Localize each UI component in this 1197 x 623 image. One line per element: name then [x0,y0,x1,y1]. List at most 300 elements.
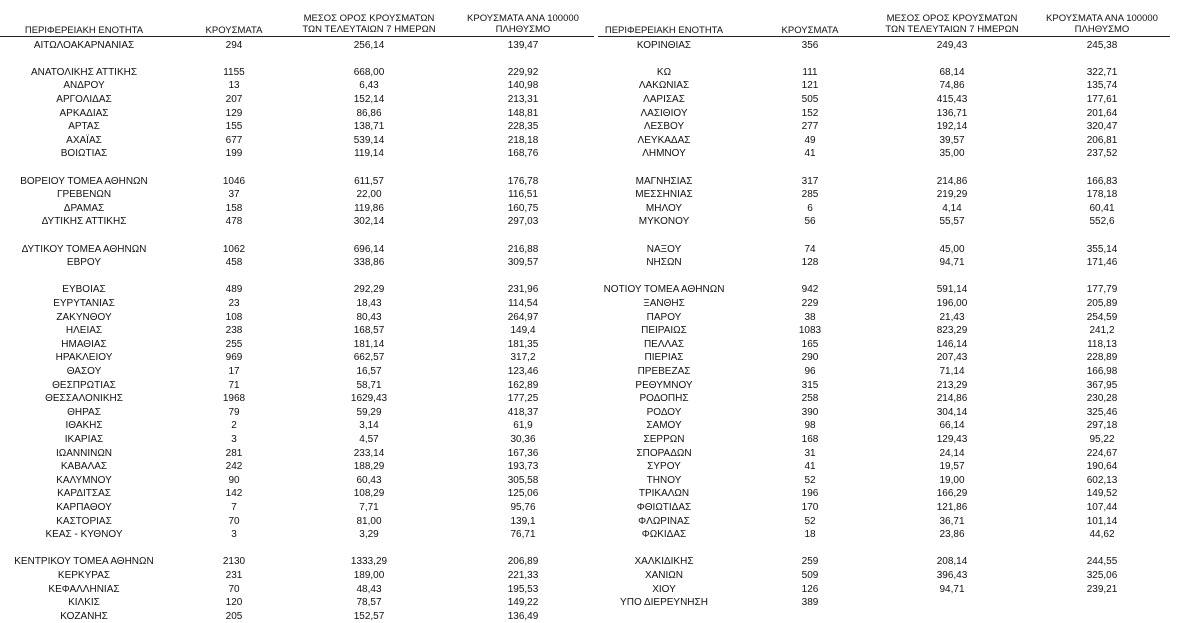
cases-per-100k-cell: 44,62 [1089,529,1115,541]
avg-7-days-cell: 152,57 [353,610,385,622]
table-row [0,433,600,447]
header-cases [190,12,278,36]
header-region-label: ΠΕΡΙΦΕΡΕΙΑΚΗ ΕΝΟΤΗΤΑ [604,25,724,36]
avg-7-days-cell: 71,14 [939,365,965,377]
cases-cell: 37 [228,189,240,201]
cases-cell: 942 [801,284,819,296]
avg-7-days-cell: 192,14 [936,121,968,133]
cases-cell: 259 [801,556,819,568]
avg-7-days-cell: 19,57 [939,461,965,473]
cases-per-100k-cell: 245,38 [1086,39,1118,51]
cases-per-100k-cell: 229,92 [507,66,539,78]
cases-per-100k-cell: 320,47 [1086,121,1118,133]
avg-7-days-cell: 338,86 [353,257,385,269]
avg-7-days-cell: 24,14 [939,447,965,459]
table-row [0,39,600,53]
cases-per-100k-cell: 322,71 [1086,66,1118,78]
region-name-cell: ΔΡΑΜΑΣ [63,202,105,214]
cases-per-100k-cell: 149,4 [510,325,536,337]
avg-7-days-cell: 668,00 [353,66,385,78]
table-row [0,365,600,379]
region-name-cell: ΗΜΑΘΙΑΣ [61,338,107,350]
avg-7-days-cell: 146,14 [936,338,968,350]
table-row [598,596,1197,610]
region-name-cell: ΧΑΝΙΩΝ [644,569,684,581]
cases-cell: 90 [228,474,240,486]
cases-cell: 129 [225,107,243,119]
header-rule-left [0,36,594,37]
avg-7-days-cell: 136,71 [936,107,968,119]
cases-cell: 74 [804,243,816,255]
cases-per-100k-cell: 168,76 [507,148,539,160]
cases-per-100k-cell: 149,22 [507,597,539,609]
table-row [0,596,600,610]
cases-cell: 38 [804,311,816,323]
cases-per-100k-cell: 205,89 [1086,297,1118,309]
table-row [598,379,1197,393]
region-name-cell: ΔΥΤΙΚΟΥ ΤΟΜΕΑ ΑΘΗΝΩΝ [21,243,147,255]
table-row [598,338,1197,352]
header-avg7-line1: ΜΕΣΟΣ ΟΡΟΣ ΚΡΟΥΣΜΑΤΩΝ [303,13,435,24]
cases-per-100k-cell: 231,96 [507,284,539,296]
avg-7-days-cell: 138,71 [353,121,385,133]
table-row [0,243,600,257]
region-name-cell: ΚΟΡΙΝΘΙΑΣ [636,39,692,51]
region-name-cell: ΕΥΡΥΤΑΝΙΑΣ [53,297,115,309]
avg-7-days-cell: 55,57 [939,216,965,228]
table-row [0,134,600,148]
region-name-cell: ΛΑΣΙΘΙΟΥ [640,107,688,119]
cases-per-100k-cell: 230,28 [1086,393,1118,405]
header-per100k [448,12,598,36]
cases-per-100k-cell: 602,13 [1086,474,1118,486]
region-name-cell: ΜΥΚΟΝΟΥ [638,216,690,228]
cases-cell: 126 [801,583,819,595]
cases-per-100k-cell: 254,59 [1086,311,1118,323]
header-avg7-line2: ΤΩΝ ΤΕΛΕΥΤΑΙΩΝ 7 ΗΜΕΡΩΝ [885,24,1019,35]
region-name-cell: ΘΑΣΟΥ [66,365,102,377]
cases-per-100k-cell: 552,6 [1089,216,1115,228]
cases-cell: 231 [225,569,243,581]
header-cases-label: ΚΡΟΥΣΜΑΤΑ [781,25,839,36]
avg-7-days-cell: 256,14 [353,39,385,51]
region-name-cell: ΣΠΟΡΑΔΩΝ [636,447,692,459]
avg-7-days-cell: 36,71 [939,515,965,527]
avg-7-days-cell: 4,14 [942,202,962,214]
region-name-cell: ΑΝΔΡΟΥ [63,80,105,92]
table-row [0,120,600,134]
avg-7-days-cell: 214,86 [936,393,968,405]
table-row [598,134,1197,148]
cases-cell: 290 [801,352,819,364]
header-rule-right [598,36,1170,37]
avg-7-days-cell: 108,29 [353,488,385,500]
table-row [598,406,1197,420]
cases-cell: 229 [801,297,819,309]
avg-7-days-cell: 1333,29 [350,556,388,568]
region-name-cell: ΚΙΛΚΙΣ [68,597,100,609]
cases-per-100k-cell: 228,35 [507,121,539,133]
header-region [598,12,730,36]
region-name-cell: ΦΛΩΡΙΝΑΣ [638,515,690,527]
region-name-cell: ΣΥΡΟΥ [647,461,681,473]
table-row [598,66,1197,80]
cases-per-100k-cell: 160,75 [507,202,539,214]
cases-cell: 1968 [222,393,246,405]
header-region [0,12,168,36]
cases-cell: 294 [225,39,243,51]
cases-per-100k-cell: 264,97 [507,311,539,323]
region-name-cell: ΠΙΕΡΙΑΣ [644,352,684,364]
avg-7-days-cell: 68,14 [939,66,965,78]
cases-per-100k-cell: 177,61 [1086,93,1118,105]
avg-7-days-cell: 396,43 [936,569,968,581]
cases-cell: 142 [225,488,243,500]
table-row [0,379,600,393]
avg-7-days-cell: 539,14 [353,134,385,146]
cases-per-100k-cell: 190,64 [1086,461,1118,473]
region-name-cell: ΖΑΚΥΝΘΟΥ [56,311,112,323]
cases-per-100k-cell: 139,1 [510,515,536,527]
table-row [0,283,600,297]
region-name-cell: ΝΑΞΟΥ [646,243,682,255]
avg-7-days-cell: 207,43 [936,352,968,364]
cases-cell: 52 [804,515,816,527]
table-row [0,338,600,352]
region-name-cell: ΝΗΣΩΝ [646,257,682,269]
region-name-cell: ΣΑΜΟΥ [646,420,682,432]
cases-per-100k-cell: 162,89 [507,379,539,391]
cases-cell: 6 [807,202,813,214]
table-row [598,365,1197,379]
region-name-cell: ΘΗΡΑΣ [67,406,101,418]
region-name-cell: ΗΛΕΙΑΣ [65,325,103,337]
cases-per-100k-cell: 195,53 [507,583,539,595]
avg-7-days-cell: 7,71 [359,501,379,513]
table-row [598,569,1197,583]
region-name-cell: ΧΑΛΚΙΔΙΚΗΣ [634,556,694,568]
table-row [0,419,600,433]
region-name-cell: ΜΗΛΟΥ [645,202,683,214]
cases-cell: 158 [225,202,243,214]
cases-cell: 458 [225,257,243,269]
table-row [598,120,1197,134]
avg-7-days-cell: 152,14 [353,93,385,105]
header-per100k-line1: ΚΡΟΥΣΜΑΤΑ ΑΝΑ 100000 [467,13,579,24]
table-row [598,583,1197,597]
table-row [0,324,600,338]
avg-7-days-cell: 16,57 [356,365,382,377]
region-name-cell: ΘΕΣΠΡΩΤΙΑΣ [52,379,116,391]
region-name-cell: ΑΡΚΑΔΙΑΣ [59,107,109,119]
region-name-cell: ΚΑΡΔΙΤΣΑΣ [57,488,111,500]
table-row [598,487,1197,501]
region-name-cell: ΕΒΡΟΥ [66,257,102,269]
avg-7-days-cell: 208,14 [936,556,968,568]
header-region-label: ΠΕΡΙΦΕΡΕΙΑΚΗ ΕΝΟΤΗΤΑ [24,25,144,36]
cases-cell: 238 [225,325,243,337]
table-row [598,474,1197,488]
region-name-cell: ΤΗΝΟΥ [646,474,682,486]
cases-per-100k-cell: 216,88 [507,243,539,255]
table-row [0,215,600,229]
cases-cell: 315 [801,379,819,391]
region-name-cell: ΛΑΚΩΝΙΑΣ [638,80,690,92]
cases-cell: 2 [231,420,237,432]
avg-7-days-cell: 86,86 [356,107,382,119]
avg-7-days-cell: 121,86 [936,501,968,513]
region-name-cell: ΤΡΙΚΑΛΩΝ [638,488,690,500]
avg-7-days-cell: 823,29 [936,325,968,337]
cases-cell: 1083 [798,325,822,337]
cases-cell: 677 [225,134,243,146]
header-cases-label: ΚΡΟΥΣΜΑΤΑ [205,25,263,36]
avg-7-days-cell: 213,29 [936,379,968,391]
cases-per-100k-cell: 118,13 [1087,338,1117,350]
cases-cell: 120 [225,597,243,609]
cases-cell: 277 [801,121,819,133]
avg-7-days-cell: 181,14 [353,338,385,350]
table-row [598,39,1197,53]
avg-7-days-cell: 189,00 [353,569,385,581]
table-row [0,487,600,501]
region-name-cell: ΞΑΝΘΗΣ [643,297,685,309]
region-name-cell: ΝΟΤΙΟΥ ΤΟΜΕΑ ΑΘΗΝΩΝ [603,284,725,296]
region-name-cell: ΡΟΔΟΥ [646,406,682,418]
table-row [0,555,600,569]
table-row [0,447,600,461]
cases-cell: 2130 [222,556,246,568]
region-name-cell: ΕΥΒΟΙΑΣ [62,284,106,296]
table-row [0,392,600,406]
cases-per-100k-cell: 228,89 [1086,352,1118,364]
avg-7-days-cell: 1629,43 [350,393,388,405]
cases-cell: 170 [801,501,819,513]
avg-7-days-cell: 74,86 [939,80,965,92]
avg-7-days-cell: 94,71 [939,583,965,595]
cases-per-100k-cell: 136,49 [507,610,539,622]
avg-7-days-cell: 19,00 [939,474,965,486]
avg-7-days-cell: 94,71 [939,257,965,269]
cases-cell: 258 [801,393,819,405]
table-row [598,433,1197,447]
cases-per-100k-cell: 418,37 [507,406,539,418]
avg-7-days-cell: 66,14 [939,420,965,432]
cases-cell: 1155 [223,66,245,78]
region-name-cell: ΠΑΡΟΥ [646,311,682,323]
cases-per-100k-cell: 367,95 [1086,379,1118,391]
table-row [0,460,600,474]
table-row [598,555,1197,569]
cases-cell: 389 [801,597,819,609]
cases-cell: 79 [228,406,240,418]
cases-per-100k-cell: 221,33 [507,569,539,581]
table-row [0,93,600,107]
region-name-cell: ΡΟΔΟΠΗΣ [639,393,689,405]
cases-cell: 505 [801,93,819,105]
cases-per-100k-cell: 114,54 [508,297,538,309]
cases-cell: 509 [801,569,819,581]
cases-cell: 969 [225,352,243,364]
cases-per-100k-cell: 123,46 [507,365,539,377]
avg-7-days-cell: 129,43 [936,433,968,445]
table-row [0,569,600,583]
cases-cell: 390 [801,406,819,418]
avg-7-days-cell: 196,00 [936,297,968,309]
region-name-cell: ΑΧΑΪΑΣ [66,134,102,146]
cases-cell: 285 [801,189,819,201]
cases-per-100k-cell: 201,64 [1086,107,1118,119]
table-row [598,215,1197,229]
avg-7-days-cell: 60,43 [356,474,382,486]
region-name-cell: ΑΝΑΤΟΛΙΚΗΣ ΑΤΤΙΚΗΣ [30,66,138,78]
region-name-cell: ΚΕΝΤΡΙΚΟΥ ΤΟΜΕΑ ΑΘΗΝΩΝ [14,556,154,568]
cases-per-100k-cell: 139,47 [507,39,539,51]
cases-cell: 196 [801,488,819,500]
cases-per-100k-cell: 30,36 [510,433,536,445]
cases-cell: 41 [804,461,816,473]
cases-cell: 152 [801,107,819,119]
table-row [598,351,1197,365]
table-row [0,79,600,93]
cases-cell: 18 [804,529,816,541]
table-row [598,79,1197,93]
region-name-cell: ΠΕΙΡΑΙΩΣ [641,325,687,337]
avg-7-days-cell: 81,00 [356,515,382,527]
cases-per-100k-cell: 309,57 [507,257,539,269]
region-name-cell: ΙΘΑΚΗΣ [65,420,103,432]
table-row [598,202,1197,216]
region-name-cell: ΚΕΑΣ - ΚΥΘΝΟΥ [45,529,123,541]
cases-per-100k-cell: 297,03 [507,216,539,228]
region-name-cell: ΚΑΡΠΑΘΟΥ [56,501,112,513]
cases-per-100k-cell: 166,98 [1086,365,1118,377]
table-row [598,447,1197,461]
table-row [598,188,1197,202]
cases-per-100k-cell: 206,81 [1086,134,1118,146]
region-name-cell: ΔΥΤΙΚΗΣ ΑΤΤΙΚΗΣ [41,216,127,228]
region-name-cell: ΡΕΘΥΜΝΟΥ [635,379,693,391]
region-name-cell: ΚΕΡΚΥΡΑΣ [57,569,111,581]
cases-per-100k-cell: 177,79 [1086,284,1118,296]
table-row [598,311,1197,325]
header-avg7-line2: ΤΩΝ ΤΕΛΕΥΤΑΙΩΝ 7 ΗΜΕΡΩΝ [302,24,436,35]
cases-per-100k-cell: 176,78 [507,175,539,187]
cases-per-100k-cell: 107,44 [1086,501,1118,513]
cases-per-100k-cell: 149,52 [1086,488,1118,500]
cases-per-100k-cell: 101,14 [1086,515,1118,527]
region-name-cell: ΑΡΓΟΛΙΔΑΣ [56,93,112,105]
region-name-cell: ΚΑΣΤΟΡΙΑΣ [56,515,112,527]
avg-7-days-cell: 21,43 [939,311,965,323]
avg-7-days-cell: 3,29 [359,529,379,541]
cases-cell: 1046 [222,175,246,187]
header-avg7 [876,12,1028,36]
cases-cell: 70 [228,583,240,595]
cases-cell: 49 [804,134,816,146]
cases-cell: 3 [231,433,237,445]
cases-per-100k-cell: 218,18 [507,134,539,146]
region-name-cell: ΑΙΤΩΛΟΑΚΑΡΝΑΝΙΑΣ [33,39,135,51]
header-per100k-line2: ΠΛΗΘΥΣΜΟ [495,24,551,35]
avg-7-days-cell: 292,29 [353,284,385,296]
cases-per-100k-cell: 325,46 [1086,406,1118,418]
table-row [0,501,600,515]
cases-cell: 317 [801,175,819,187]
avg-7-days-cell: 188,29 [353,461,385,473]
region-name-cell: ΦΩΚΙΔΑΣ [641,529,687,541]
table-row [0,351,600,365]
region-name-cell: ΒΟΙΩΤΙΑΣ [60,148,108,160]
cases-per-100k-cell: 166,83 [1086,175,1118,187]
cases-cell: 96 [804,365,816,377]
cases-cell: 207 [225,93,243,105]
region-name-cell: ΜΑΓΝΗΣΙΑΣ [635,175,693,187]
cases-per-100k-cell: 167,36 [507,447,539,459]
region-name-cell: ΒΟΡΕΙΟΥ ΤΟΜΕΑ ΑΘΗΝΩΝ [20,175,148,187]
region-name-cell: ΛΕΥΚΑΔΑΣ [637,134,691,146]
cases-per-100k-cell: 140,98 [507,80,539,92]
avg-7-days-cell: 302,14 [353,216,385,228]
region-name-cell: ΦΘΙΩΤΙΔΑΣ [636,501,692,513]
table-row [0,188,600,202]
cases-cell: 155 [225,121,243,133]
cases-per-100k-cell: 355,14 [1086,243,1118,255]
avg-7-days-cell: 22,00 [356,189,382,201]
avg-7-days-cell: 219,29 [936,189,968,201]
region-name-cell: ΙΚΑΡΙΑΣ [64,433,104,445]
cases-per-100k-cell: 237,52 [1086,148,1118,160]
header-per100k-line2: ΠΛΗΘΥΣΜΟ [1074,24,1130,35]
cases-per-100k-cell: 95,22 [1089,433,1115,445]
table-row [598,297,1197,311]
avg-7-days-cell: 78,57 [356,597,382,609]
avg-7-days-cell: 591,14 [936,284,968,296]
avg-7-days-cell: 23,86 [939,529,965,541]
cases-cell: 199 [225,148,243,160]
cases-cell: 7 [231,501,237,513]
header-avg7 [294,12,444,36]
avg-7-days-cell: 6,43 [359,80,379,92]
table-row [598,419,1197,433]
region-name-cell: ΛΗΜΝΟΥ [642,148,686,160]
avg-7-days-cell: 35,00 [939,148,965,160]
avg-7-days-cell: 3,14 [359,420,379,432]
cases-cell: 255 [225,338,243,350]
cases-cell: 23 [228,297,240,309]
cases-per-100k-cell: 177,25 [507,393,539,405]
region-name-cell: ΑΡΤΑΣ [68,121,100,133]
cases-per-100k-cell: 181,35 [507,338,539,350]
cases-per-100k-cell: 60,41 [1089,202,1115,214]
cases-cell: 478 [225,216,243,228]
table-row [598,283,1197,297]
region-name-cell: ΥΠΟ ΔΙΕΡΕΥΝΗΣΗ [620,597,708,609]
avg-7-days-cell: 611,57 [354,175,384,187]
region-name-cell: ΙΩΑΝΝΙΝΩΝ [55,447,113,459]
table-row [0,474,600,488]
region-name-cell: ΚΑΛΥΜΝΟΥ [56,474,112,486]
table-row [0,202,600,216]
table-row [0,107,600,121]
table-row [0,515,600,529]
region-name-cell: ΓΡΕΒΕΝΩΝ [56,189,112,201]
cases-per-100k-cell: 224,67 [1086,447,1118,459]
avg-7-days-cell: 166,29 [936,488,968,500]
cases-per-100k-cell: 61,9 [513,420,533,432]
avg-7-days-cell: 696,14 [353,243,385,255]
cases-cell: 17 [228,365,240,377]
